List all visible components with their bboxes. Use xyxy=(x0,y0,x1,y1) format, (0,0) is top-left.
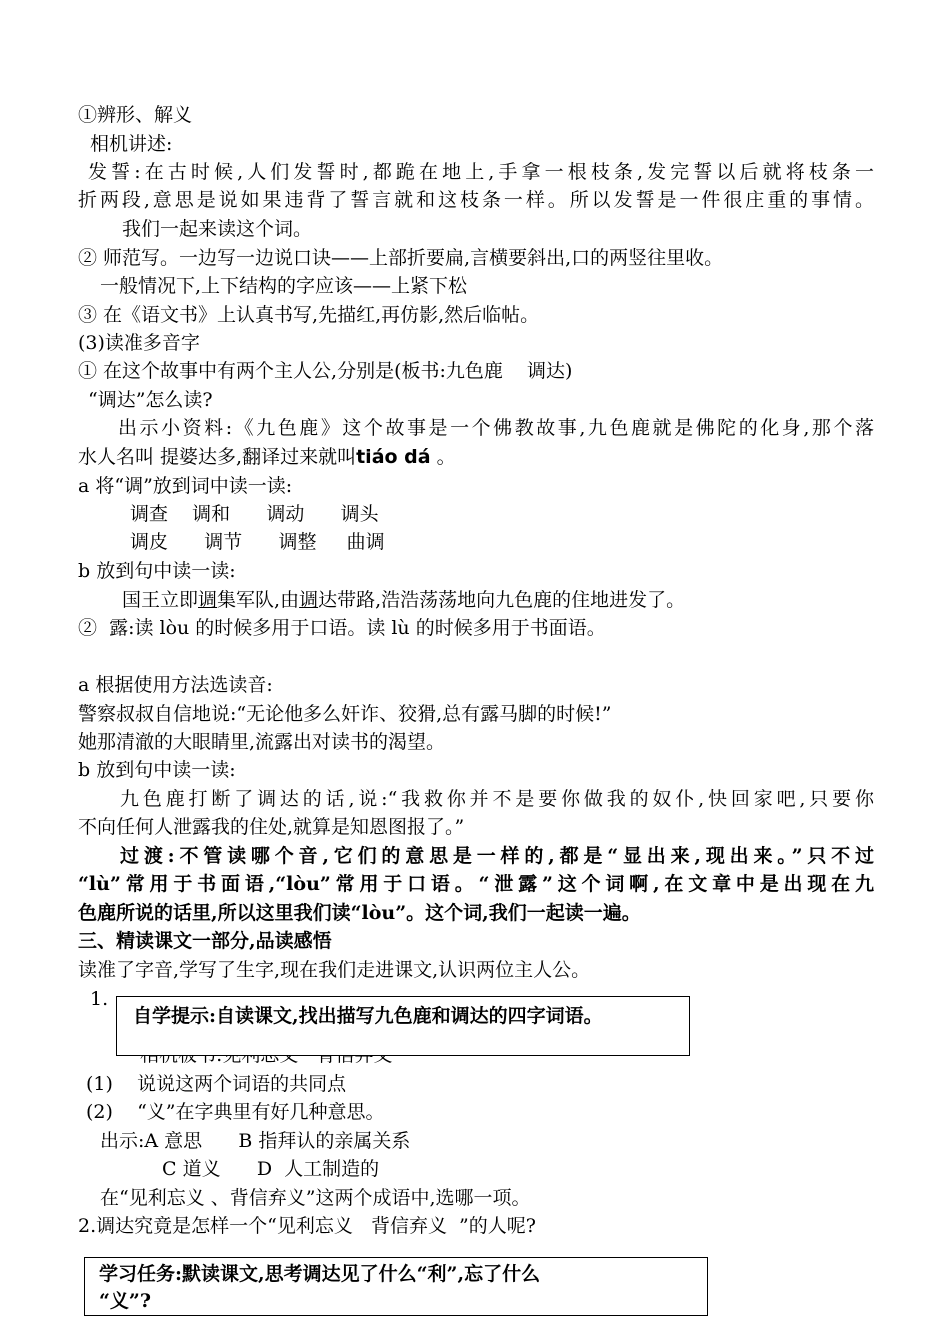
line-2: 相机讲述: xyxy=(90,133,173,155)
line-33: 2.调达究竟是怎样一个“见利忘义 背信弃义 ”的人呢? xyxy=(78,1215,536,1237)
line-3a: 发誓:在古时候,人们发誓时,都跪在地上,手拿一根枝条,发完誓以后就将枝条一 xyxy=(88,161,874,183)
line-25: 读准了字音,学写了生字,现在我们走进课文,认识两位主人公。 xyxy=(78,959,591,981)
line-11a: 出示小资料:《九色鹿》这个故事是一个佛教故事,九色鹿就是佛陀的化身,那个落 xyxy=(118,417,874,439)
line-17: ② 露:读 lòu 的时候多用于口语。读 lù 的时候多用于书面语。 xyxy=(78,617,606,639)
line-16a: 国王立即 xyxy=(122,589,199,611)
line-28: (1) 说说这两个词语的共同点 xyxy=(86,1073,347,1095)
line-22b: 不向任何人泄露我的住处,就算是知恩图报了。” xyxy=(78,816,465,838)
line-5: ② 师范写。一边写一边说口诀——上部折要扁,言横要斜出,口的两竖往里收。 xyxy=(78,247,724,269)
line-4: 我们一起来读这个词。 xyxy=(122,218,313,240)
line-31: C 道义 D 人工制造的 xyxy=(162,1158,380,1180)
line-7: ③ 在《语文书》上认真书写,先描红,再仿影,然后临帖。 xyxy=(78,304,540,326)
line-30: 出示:A 意思 B 指拜认的亲属关系 xyxy=(100,1130,411,1152)
learning-task-line-1: 学习任务:默读课文,思考调达见了什么“利”,忘了什么 xyxy=(99,1263,541,1285)
line-11b-text: 水人名叫 提婆达多,翻译过来就叫 xyxy=(78,446,357,468)
line-11b-end: 。 xyxy=(430,446,456,468)
line-21: b 放到句中读一读: xyxy=(78,759,236,781)
line-15: b 放到句中读一读: xyxy=(78,560,236,582)
line-10: “调达”怎么读? xyxy=(88,389,213,411)
underlined-char-2: 调 xyxy=(299,589,319,611)
line-32: 在“见利忘义 、背信弃义”这两个成语中,选哪一项。 xyxy=(100,1187,531,1209)
line-1: ①辨形、解义 xyxy=(78,104,193,126)
line-29: (2) “义”在字典里有好几种意思。 xyxy=(86,1101,385,1123)
line-3b: 折两段,意思是说如果违背了誓言就和这枝条一样。所以发誓是一件很庄重的事情。 xyxy=(78,189,874,211)
line-13: 调查 调和 调动 调头 xyxy=(130,503,379,525)
line-11b xyxy=(78,443,456,471)
line-9: ① 在这个故事中有两个主人公,分别是(板书:九色鹿 调达) xyxy=(78,360,573,382)
line-22a: 九色鹿打断了调达的话,说:“我救你并不是要你做我的奴仆,快回家吧,只要你 xyxy=(120,788,874,810)
line-23a: 过渡:不管读哪个音,它们的意思是一样的,都是“显出来,现出来。”只不过 xyxy=(120,845,874,867)
line-16c: 集军队,由 xyxy=(217,589,300,611)
learning-task-line-2: “义”? xyxy=(99,1290,151,1312)
line-20: 她那清澈的大眼睛里,流露出对读书的渴望。 xyxy=(78,731,446,753)
line-6: 一般情况下,上下结构的字应该——上紧下松 xyxy=(100,275,468,297)
line-23c: 色鹿所说的话里,所以这里我们读“lòu”。这个词,我们一起读一遍。 xyxy=(78,902,641,924)
underlined-char-1: 调 xyxy=(198,589,218,611)
self-study-tip-text: 自学提示:自读课文,找出描写九色鹿和调达的四字词语。 xyxy=(133,1005,603,1027)
line-23b: “lù”常用于书面语,“lòu”常用于口语。“泄露”这个词啊,在文章中是出现在九 xyxy=(78,873,874,895)
line-8: (3)读准多音字 xyxy=(78,332,200,354)
line-16e: 达带路,浩浩荡荡地向九色鹿的住地进发了。 xyxy=(318,589,686,611)
line-26: 1. xyxy=(90,988,109,1010)
self-study-tip-box xyxy=(116,996,690,1056)
section-heading-3: 三、精读课文一部分,品读感悟 xyxy=(78,930,332,952)
line-14: 调皮 调节 调整 曲调 xyxy=(130,531,385,553)
pinyin-tiaoda: tiáo dá xyxy=(356,446,431,468)
line-19: 警察叔叔自信地说:“无论他多么奸诈、狡猾,总有露马脚的时候!” xyxy=(78,703,612,725)
line-16 xyxy=(122,586,685,614)
line-12: a 将“调”放到词中读一读: xyxy=(78,475,293,497)
line-18: a 根据使用方法选读音: xyxy=(78,674,273,696)
learning-task-box xyxy=(84,1257,708,1316)
